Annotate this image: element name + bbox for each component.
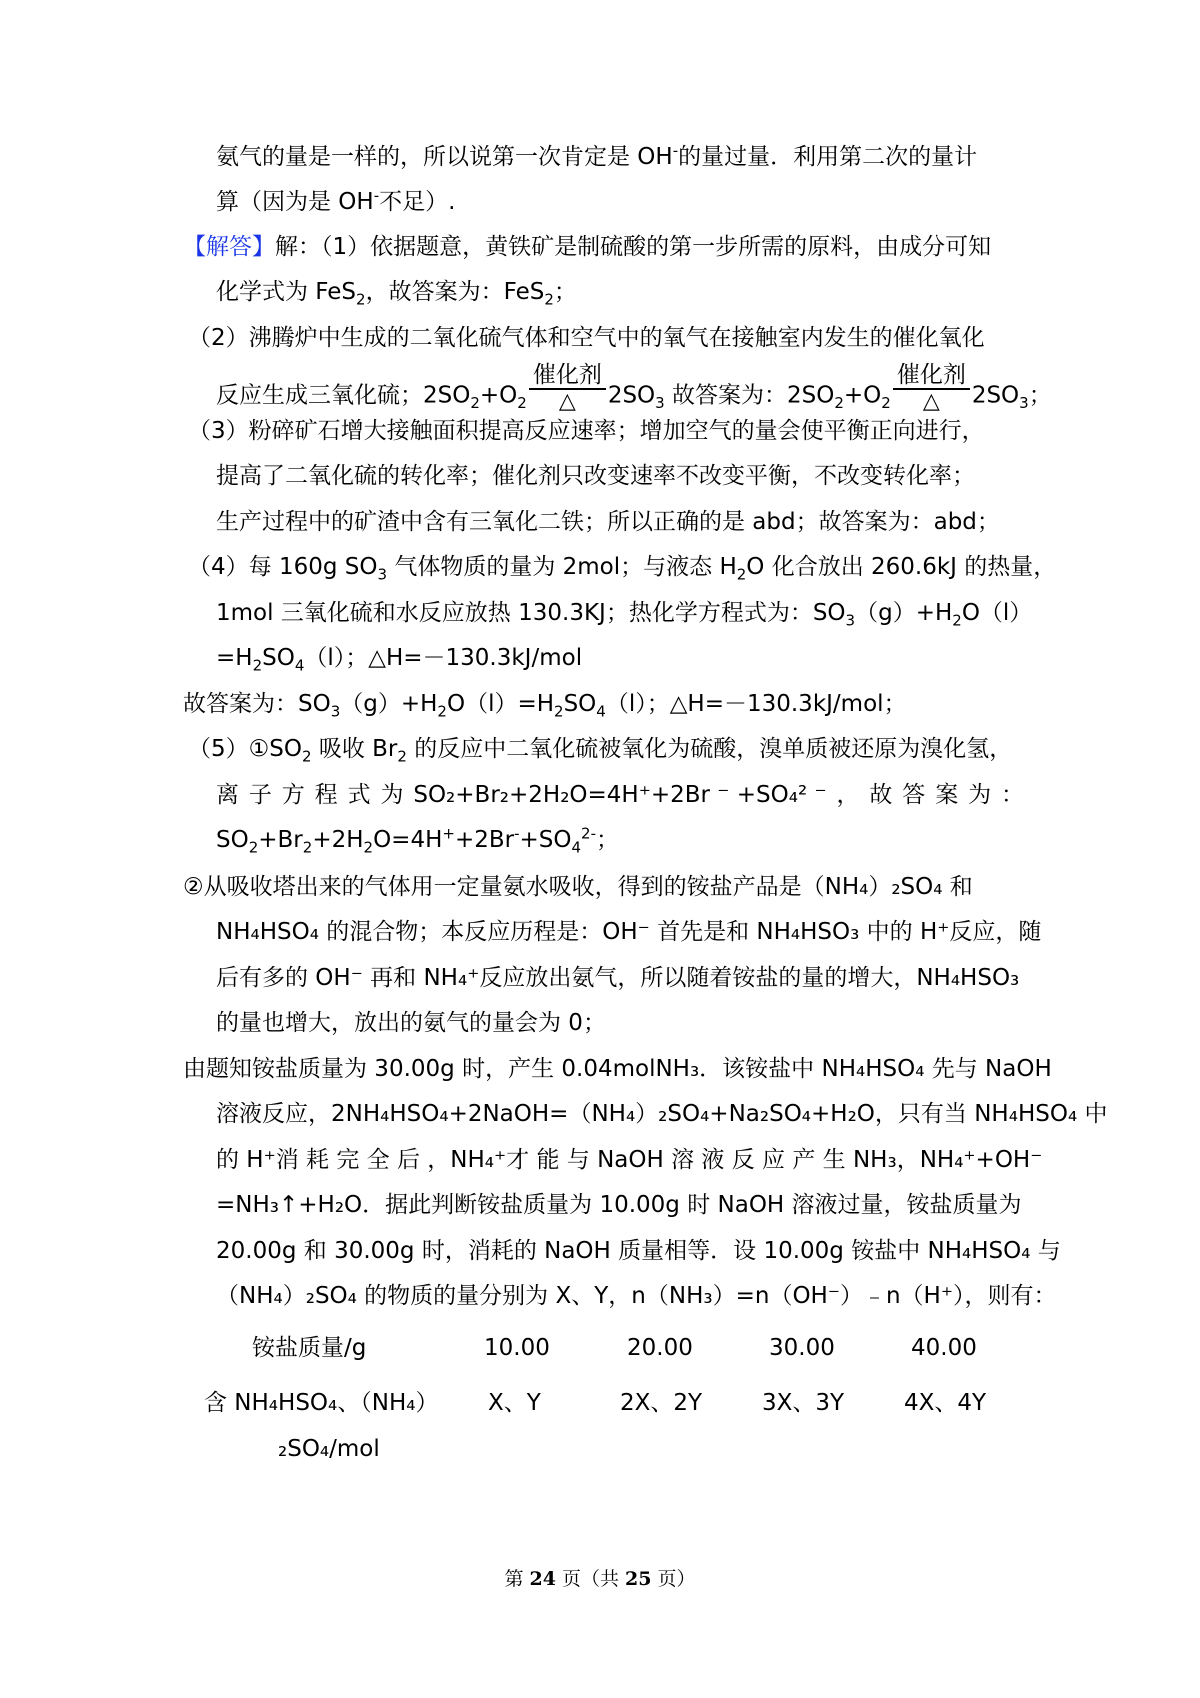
text-line: NH₄HSO₄ 的混合物；本反应历程是：OH⁻ 首先是和 NH₄HSO₃ 中的 H⁺反应，随 [216, 919, 1042, 945]
text-line: 故答案为：$SO_3(g)+H_2O(l)=H_2SO_4(l)$；△H=－130.3kJ/mol； [183, 691, 907, 721]
table-cell: 40.00 [911, 1335, 977, 1361]
table-cell: X、Y [488, 1390, 541, 1416]
text-line: $SO_2+Br_2+2H_2O=4H^++2Br^-+SO_4^{2-}$； [216, 824, 620, 857]
text-line: 1mol 三氧化硫和水反应放热 130.3KJ；热化学方程式为：$SO_3(g)+H_2O(l)$ [216, 600, 1033, 630]
table-cell: 4X、4Y [904, 1390, 987, 1416]
ionic-equation: SO₂+Br₂+2H₂O=4H⁺+2Br ⁻ +SO₄² ⁻ [413, 782, 827, 808]
text-line: ②从吸收塔出来的气体用一定量氨水吸收，得到的铵盐产品是（NH₄）₂SO₄ 和 [183, 874, 973, 900]
reaction-condition: 催化剂 △ [529, 362, 606, 414]
table-cell: 2X、2Y [620, 1390, 703, 1416]
answer-heading-line: 【解答】解：（1）依据题意，黄铁矿是制硫酸的第一步所需的原料，由成分可知 [183, 234, 992, 260]
reaction-condition: 催化剂 △ [893, 362, 970, 414]
table-cell: 20.00 [627, 1335, 693, 1361]
text-line: 算（因为是 OH-不足）. [216, 186, 456, 215]
text-line: 生产过程中的矿渣中含有三氧化二铁；所以正确的是 abd；故答案为：abd； [216, 509, 1000, 535]
text-line: $=H_2SO_4(l)$；△H=－130.3kJ/mol [216, 645, 583, 675]
table-cell: 10.00 [484, 1335, 550, 1361]
page-number: 24 [529, 1568, 556, 1590]
text-line: （4）每 160g $SO_3$ 气体物质的量为 2mol；与液态 $H_2O$ 化合放出 260.6kJ 的热量， [188, 554, 1057, 584]
answer-tag: 【解答】 [183, 234, 275, 260]
text-line: 由题知铵盐质量为 30.00g 时，产生 0.04molNH₃．该铵盐中 NH₄HSO₄ 先与 NaOH [183, 1056, 1052, 1082]
text-line: 溶液反应，2NH₄HSO₄+2NaOH=（NH₄）₂SO₄+Na₂SO₄+H₂O，只有当 NH₄HSO₄ 中 [216, 1101, 1108, 1127]
table-row-label: 含 NH₄HSO₄、（NH₄） [204, 1390, 439, 1416]
table-row-label: ₂SO₄/mol [278, 1436, 380, 1462]
text-line: =NH₃↑+H₂O．据此判断铵盐质量为 10.00g 时 NaOH 溶液过量，铵盐质量为 [216, 1192, 1022, 1218]
table-cell: 30.00 [769, 1335, 835, 1361]
text-line: （2）沸腾炉中生成的二氧化硫气体和空气中的氧气在接触室内发生的催化氧化 [188, 325, 985, 351]
text-line: 提高了二氧化硫的转化率；催化剂只改变速率不改变平衡，不改变转化率； [216, 463, 975, 489]
text-line: 化学式为 FeS$_2$，故答案为：FeS$_2$； [216, 279, 577, 309]
text-line: 氨气的量是一样的，所以说第一次肯定是 OH-的量过量．利用第二次的量计 [216, 141, 978, 170]
text-line: $(5)①SO_2$ 吸收 $Br_2$ 的反应中二氧化硫被氧化为硫酸，溴单质被还原为溴化氢， [188, 736, 1013, 766]
text-line: （3）粉碎矿石增大接触面积提高反应速率；增加空气的量会使平衡正向进行， [188, 418, 985, 444]
text-line: （NH₄）₂SO₄ 的物质的量分别为 X、Y，n（NH₃）=n（OH⁻）﹣n（H⁺），则有： [216, 1283, 1057, 1309]
equation-line: 反应生成三氧化硫；$2SO_2+O_2$ 催化剂 △ $2SO_3$ 故答案为：$2SO_2+O_2$ 催化剂 △ $2SO_3$； [216, 362, 1052, 414]
table-row-label: 铵盐质量/g [252, 1335, 367, 1361]
table-cell: 3X、3Y [762, 1390, 845, 1416]
page-footer: 第 24 页（共 25 页） [504, 1568, 696, 1590]
text-line: 20.00g 和 30.00g 时，消耗的 NaOH 质量相等．设 10.00g 铵盐中 NH₄HSO₄ 与 [216, 1238, 1061, 1264]
page-total: 25 [625, 1568, 652, 1590]
text-line: 的 H⁺消 耗 完 全 后 ，NH₄⁺才 能 与 NaOH 溶 液 反 应 产 生 NH₃，NH₄⁺+OH⁻ [216, 1147, 1043, 1173]
text-line: 后有多的 OH⁻ 再和 NH₄⁺反应放出氨气，所以随着铵盐的量的增大，NH₄HSO₃ [216, 965, 1020, 991]
text-line: 的量也增大，放出的氨气的量会为 0； [216, 1010, 606, 1036]
justified-line: 离 子 方 程 式 为 SO₂+Br₂+2H₂O=4H⁺+2Br ⁻ +SO₄² ⁻ ， 故 答 案 为 ： [216, 782, 1024, 808]
